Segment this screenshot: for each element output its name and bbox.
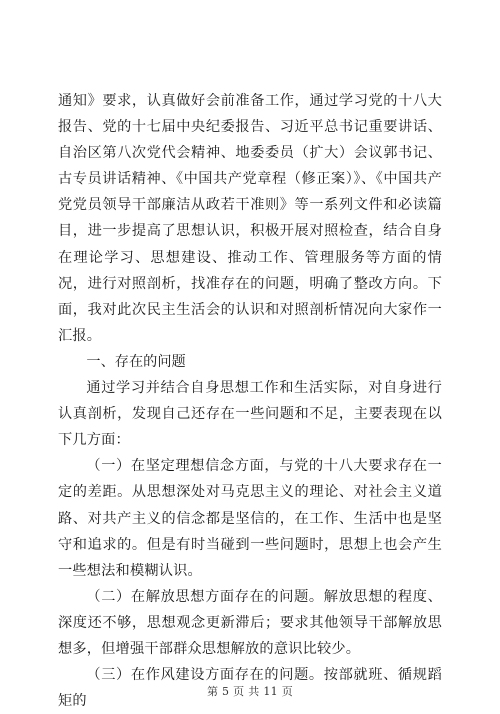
body-paragraph: （三）在作风建设方面存在的问题。按部就班、循规蹈矩的 — [58, 667, 442, 710]
body-paragraph: 通知》要求，认真做好会前准备工作，通过学习党的十八大报告、党的十七届中央纪委报告、习近平总书记重要讲话、自治区第八次党代会精神、地委委员（扩大）会议郭书记、古专员讲话精神、《中国共产党章程（修正案）》、《中国共产党党员领导干部廉洁从政若干准则》等一系列文件和必读篇目，进一步提高了思想认识，积极开展对照检查，结合自身在理论学习、思想建设、推动工作、管理服务等方面的情况，进行对照剖析，找准存在的问题，明确了整改方向。下面，我对此次民主生活会的认识和对照剖析情况向大家作一汇报。 — [58, 93, 442, 344]
body-paragraph: （一）在坚定理想信念方面，与党的十八大要求存在一定的差距。从思想深处对马克思主义的理论、对社会主义道路、对共产主义的信念都是坚信的，在工作、生活中也是坚守和追求的。但是有时当碰到一些问题时，思想上也会产生一些想法和模糊认识。 — [58, 458, 442, 579]
document-body — [58, 88, 442, 714]
section-heading: 一、存在的问题 — [86, 353, 186, 370]
body-paragraph: 通过学习并结合自身思想工作和生活实际，对自身进行认真剖析，发现自己还存在一些问题和不足，主要表现在以下几方面： — [58, 380, 442, 449]
body-paragraph: （二）在解放思想方面存在的问题。解放思想的程度、深度还不够，思想观念更新滞后；要求其他领导干部解放思想多，但增强干部群众思想解放的意识比较少。 — [58, 588, 442, 657]
page-footer: 第 5 页 共 11 页 — [206, 685, 294, 698]
